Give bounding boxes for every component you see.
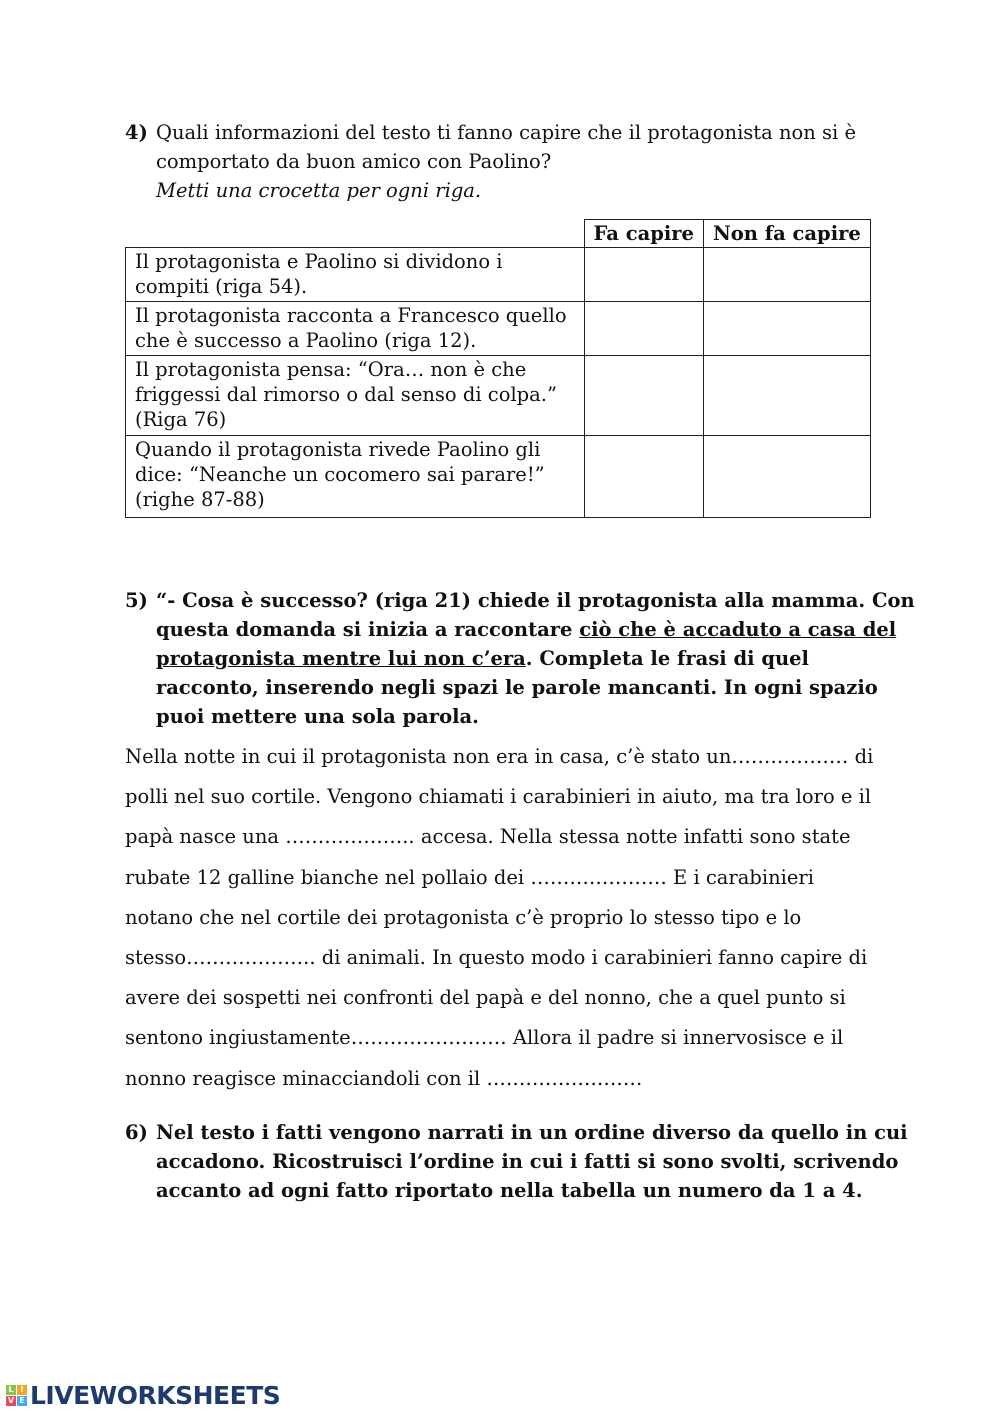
question-text: Quali informazioni del testo ti fanno capire che il protagonista non si è comportato da buon amico con Paolino? (156, 121, 857, 173)
table-row-statement: Il protagonista pensa: “Ora… non è che friggessi dal rimorso o dal senso di colpa.” (Riga 76) (126, 356, 585, 436)
question-text-underlined: ciò che è accaduto a casa del protagonista mentre lui non c’era (156, 618, 897, 670)
checkbox-cell-fa-capire[interactable] (584, 248, 703, 302)
table-row-statement: Il protagonista e Paolino si dividono i compiti (riga 54). (126, 248, 585, 302)
question-5 (125, 586, 915, 731)
fill-in-text-segment: avere dei sospetti nei confronti del papà e del nonno, che a quel punto si (125, 986, 846, 1010)
fill-in-line (125, 898, 915, 938)
logo-letter-tile: E (17, 1396, 27, 1406)
logo-letter-tile: I (17, 1385, 27, 1395)
checkbox-cell-non-fa-capire[interactable] (703, 302, 870, 356)
fill-in-text (125, 737, 915, 1099)
fill-in-text-segment: nonno reagisce minacciandoli con il (125, 1066, 487, 1090)
fill-in-line (125, 938, 915, 978)
fill-in-text-segment: Nella notte in cui il protagonista non era in casa, c’è stato un (125, 745, 732, 768)
question-6 (125, 1118, 915, 1205)
blank-input[interactable]: ………………… (530, 865, 667, 889)
fill-in-text-segment: sentono ingiustamente (125, 1026, 351, 1050)
logo-letter-tile: L (6, 1385, 16, 1395)
question-4 (125, 118, 915, 205)
blank-input[interactable]: ……………….. (285, 825, 415, 849)
fill-in-line (125, 777, 915, 817)
answer-table (125, 219, 871, 518)
fill-in-text-segment: papà nasce una (125, 825, 286, 849)
checkbox-cell-fa-capire[interactable] (584, 302, 703, 356)
logo-icon (6, 1385, 27, 1406)
question-number: 6) (125, 1121, 148, 1144)
fill-in-text-segment: E i carabinieri (666, 865, 814, 889)
fill-in-text-segment: stesso (125, 945, 187, 969)
fill-in-line (125, 978, 915, 1018)
question-text: “- Cosa è successo? (riga 21) chiede il protagonista alla mamma. Con questa domanda si inizia a raccontare (156, 589, 915, 641)
logo-text: LIVEWORKSHEETS (30, 1381, 281, 1410)
fill-in-text-segment: di (848, 745, 874, 768)
blank-input[interactable]: ……………….. (186, 945, 316, 969)
question-text: Nel testo i fatti vengono narrati in un ordine diverso da quello in cui accadono. Ricostruisci l’ordine in cui i fatti si sono svolti, scrivendo accanto ad ogni fatto riportato nella tabella un numero da 1 a 4. (156, 1121, 908, 1202)
question-text: . Completa le frasi di quel racconto, inserendo negli spazi le parole mancanti. In ogni spazio puoi mettere una sola parola. (156, 647, 878, 728)
question-number: 5) (125, 589, 148, 612)
checkbox-cell-fa-capire[interactable] (584, 356, 703, 436)
checkbox-cell-non-fa-capire[interactable] (703, 248, 870, 302)
fill-in-line (125, 858, 915, 898)
fill-in-line (125, 817, 915, 857)
fill-in-text-segment: rubate 12 galline bianche nel pollaio dei (125, 865, 531, 889)
fill-in-text-segment: notano che nel cortile dei protagonista c’è proprio lo stesso tipo e lo (125, 905, 802, 929)
table-row-statement: Quando il protagonista rivede Paolino gli dice: “Neanche un cocomero sai parare!” (righe 87-88) (126, 436, 585, 518)
header-non-fa-capire: Non fa capire (703, 220, 870, 248)
fill-in-line (125, 737, 915, 777)
liveworksheets-logo (6, 1381, 280, 1410)
fill-in-text-segment: di animali. In questo modo i carabinieri fanno capire di (315, 945, 868, 969)
checkbox-cell-non-fa-capire[interactable] (703, 436, 870, 518)
question-number: 4) (125, 121, 148, 144)
checkbox-cell-non-fa-capire[interactable] (703, 356, 870, 436)
blank-input[interactable]: ……………… (731, 745, 849, 768)
fill-in-text-segment: accesa. Nella stessa notte infatti sono state (414, 825, 851, 849)
question-instruction: Metti una crocetta per ogni riga. (156, 179, 482, 202)
fill-in-line (125, 1018, 915, 1058)
checkbox-cell-fa-capire[interactable] (584, 436, 703, 518)
fill-in-text-segment: Allora il padre si innervosisce e il (506, 1026, 844, 1050)
blank-input[interactable]: …………………… (350, 1026, 507, 1050)
logo-letter-tile: V (7, 1396, 15, 1405)
fill-in-text-segment: polli nel suo cortile. Vengono chiamati i carabinieri in aiuto, ma tra loro e il (125, 785, 872, 809)
table-row-statement: Il protagonista racconta a Francesco quello che è successo a Paolino (riga 12). (126, 302, 585, 356)
blank-input[interactable]: …………………… (486, 1066, 643, 1090)
fill-in-line (125, 1059, 915, 1099)
header-fa-capire: Fa capire (584, 220, 703, 248)
